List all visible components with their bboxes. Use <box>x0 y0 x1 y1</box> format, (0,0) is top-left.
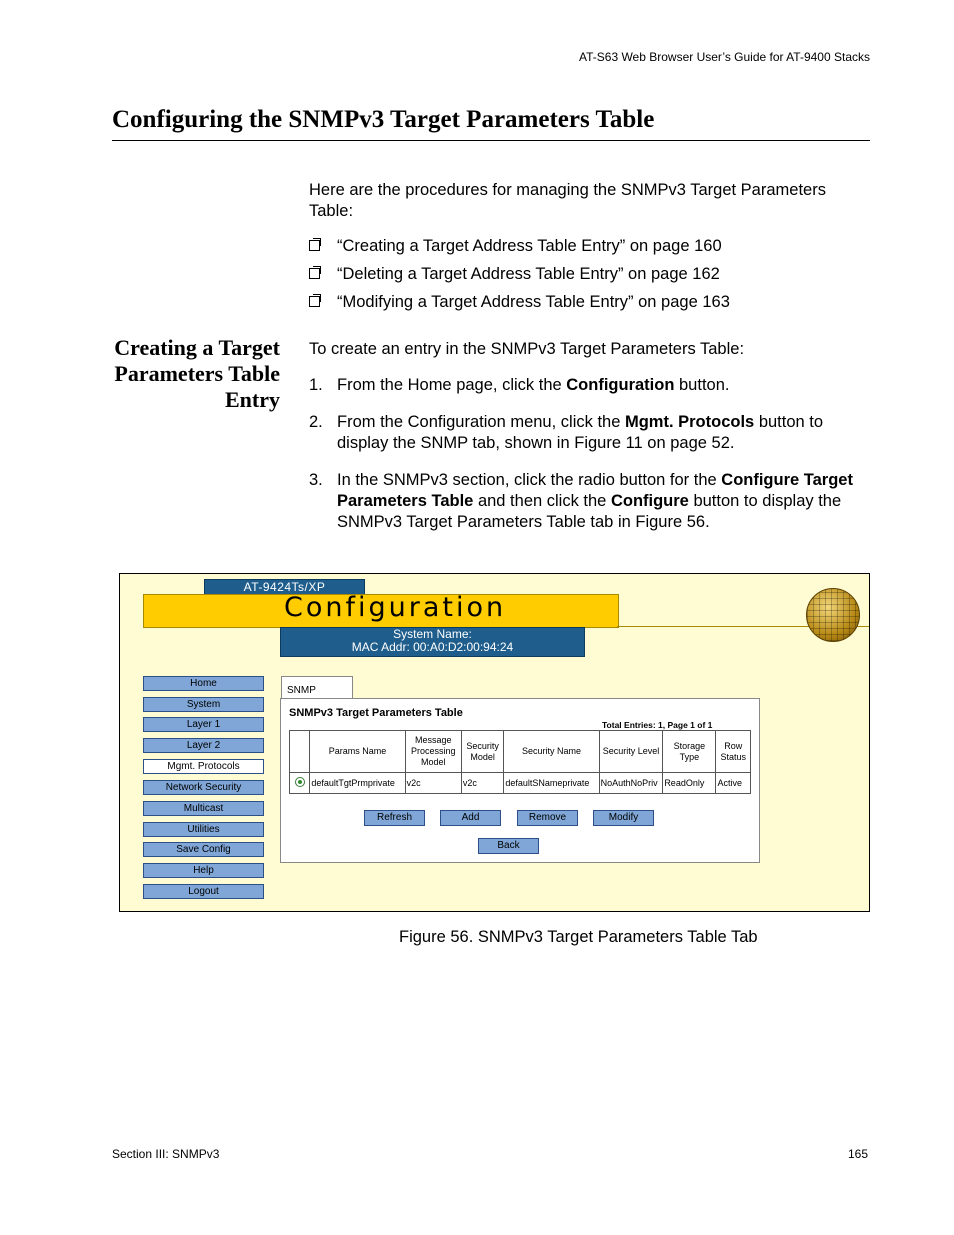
list-item <box>309 264 869 292</box>
checkbox-bullet-icon <box>309 240 320 251</box>
step-item <box>309 470 869 533</box>
step-text: button to display the SNMPv3 Target Parameters Table tab in Figure 56. <box>337 492 842 531</box>
step-item <box>309 412 869 454</box>
step-number: 2. <box>309 413 323 431</box>
footer-section: Section III: SNMPv3 <box>112 1147 220 1161</box>
step-bold: Configure <box>610 492 689 510</box>
steps-list <box>309 375 869 549</box>
step-text: From the Home page, click the <box>337 376 567 394</box>
nav-logout-button[interactable]: Logout <box>143 884 264 899</box>
step-item <box>309 375 869 396</box>
model-label: AT-9424Ts/XP <box>204 579 365 596</box>
table-cell: defaultSNameprivate <box>504 773 599 794</box>
nav-system-button[interactable]: System <box>143 697 264 712</box>
section-heading-line: Parameters Table <box>114 361 280 386</box>
refresh-button[interactable]: Refresh <box>364 810 425 826</box>
nav-layer2-button[interactable]: Layer 2 <box>143 738 264 753</box>
page-number: 165 <box>847 1147 868 1161</box>
table-cell: ReadOnly <box>663 773 716 794</box>
nav-home-button[interactable]: Home <box>143 676 264 691</box>
title-rule <box>112 140 870 141</box>
snmp-panel <box>280 698 760 863</box>
nav-save-config-button[interactable]: Save Config <box>143 842 264 857</box>
select-cell[interactable] <box>290 773 310 794</box>
section-heading <box>100 335 280 413</box>
nav-network-security-button[interactable]: Network Security <box>143 780 264 795</box>
column-header: Security Model <box>461 731 503 773</box>
column-header: Storage Type <box>663 731 716 773</box>
step-text: From the Configuration menu, click the <box>337 413 625 431</box>
page-title: Configuring the SNMPv3 Target Parameters Table <box>112 106 655 133</box>
step-text: button to display the SNMP tab, shown in Figure 11 on page 52. <box>337 413 824 452</box>
table-cell: defaultTgtPrmprivate <box>310 773 405 794</box>
step-text: In the SNMPv3 section, click the radio button for the <box>337 471 722 489</box>
figure-caption: Figure 56. SNMPv3 Target Parameters Table Tab <box>399 928 758 946</box>
nav-mgmt-protocols-button[interactable]: Mgmt. Protocols <box>143 759 264 774</box>
table-cell: Active <box>716 773 751 794</box>
table-header-row <box>290 731 751 773</box>
column-header: Security Name <box>504 731 599 773</box>
lead-paragraph: To create an entry in the SNMPv3 Target Parameters Table: <box>309 340 745 358</box>
globe-grid-icon <box>807 589 859 641</box>
remove-button[interactable]: Remove <box>517 810 578 826</box>
intro-paragraph: Here are the procedures for managing the SNMPv3 Target Parameters Table: <box>309 181 826 220</box>
table-cell: v2c <box>461 773 503 794</box>
step-text: button. <box>674 376 730 394</box>
step-bold: Mgmt. Protocols <box>624 413 755 431</box>
list-item <box>309 236 869 264</box>
column-header: Message Processing Model <box>405 731 461 773</box>
back-button[interactable]: Back <box>478 838 539 854</box>
table-cell: v2c <box>405 773 461 794</box>
add-button[interactable]: Add <box>440 810 501 826</box>
step-bold: Configure Target Parameters Table <box>337 471 853 510</box>
column-header: Params Name <box>310 731 405 773</box>
system-name: System Name: <box>393 627 472 641</box>
procedure-list <box>309 236 869 320</box>
list-item <box>309 292 869 320</box>
tab-snmp[interactable]: SNMP <box>281 676 353 699</box>
table-cell: NoAuthNoPriv <box>599 773 663 794</box>
system-info-box <box>280 627 585 657</box>
list-item-text: “Modifying a Target Address Table Entry” on page 163 <box>337 293 730 311</box>
step-bold: Configuration <box>566 376 675 394</box>
list-item-text: “Deleting a Target Address Table Entry” on page 162 <box>337 265 720 283</box>
nav-help-button[interactable]: Help <box>143 863 264 878</box>
section-heading-line: Entry <box>225 387 280 412</box>
step-text: and then click the <box>473 492 611 510</box>
total-entries: Total Entries: 1, Page 1 of 1 <box>602 720 713 730</box>
nav-utilities-button[interactable]: Utilities <box>143 822 264 837</box>
config-banner <box>143 594 619 628</box>
modify-button[interactable]: Modify <box>593 810 654 826</box>
panel-title: SNMPv3 Target Parameters Table <box>289 707 463 719</box>
checkbox-bullet-icon <box>309 268 320 279</box>
running-header: AT-S63 Web Browser User’s Guide for AT-9400 Stacks <box>578 50 870 64</box>
globe-logo-icon <box>806 588 860 642</box>
select-header <box>290 731 310 773</box>
checkbox-bullet-icon <box>309 296 320 307</box>
table-row <box>290 773 751 794</box>
params-table <box>289 730 751 794</box>
mac-address: MAC Addr: 00:A0:D2:00:94:24 <box>351 640 514 654</box>
step-number: 1. <box>309 376 323 394</box>
column-header: Row Status <box>716 731 751 773</box>
config-title: Configuration <box>284 592 507 623</box>
nav-layer1-button[interactable]: Layer 1 <box>143 717 264 732</box>
column-header: Security Level <box>599 731 663 773</box>
row-radio-button[interactable] <box>295 777 305 787</box>
step-number: 3. <box>309 471 323 489</box>
section-heading-line: Creating a Target <box>114 335 280 360</box>
list-item-text: “Creating a Target Address Table Entry” on page 160 <box>337 237 722 255</box>
figure-screenshot <box>119 573 870 912</box>
nav-multicast-button[interactable]: Multicast <box>143 801 264 816</box>
